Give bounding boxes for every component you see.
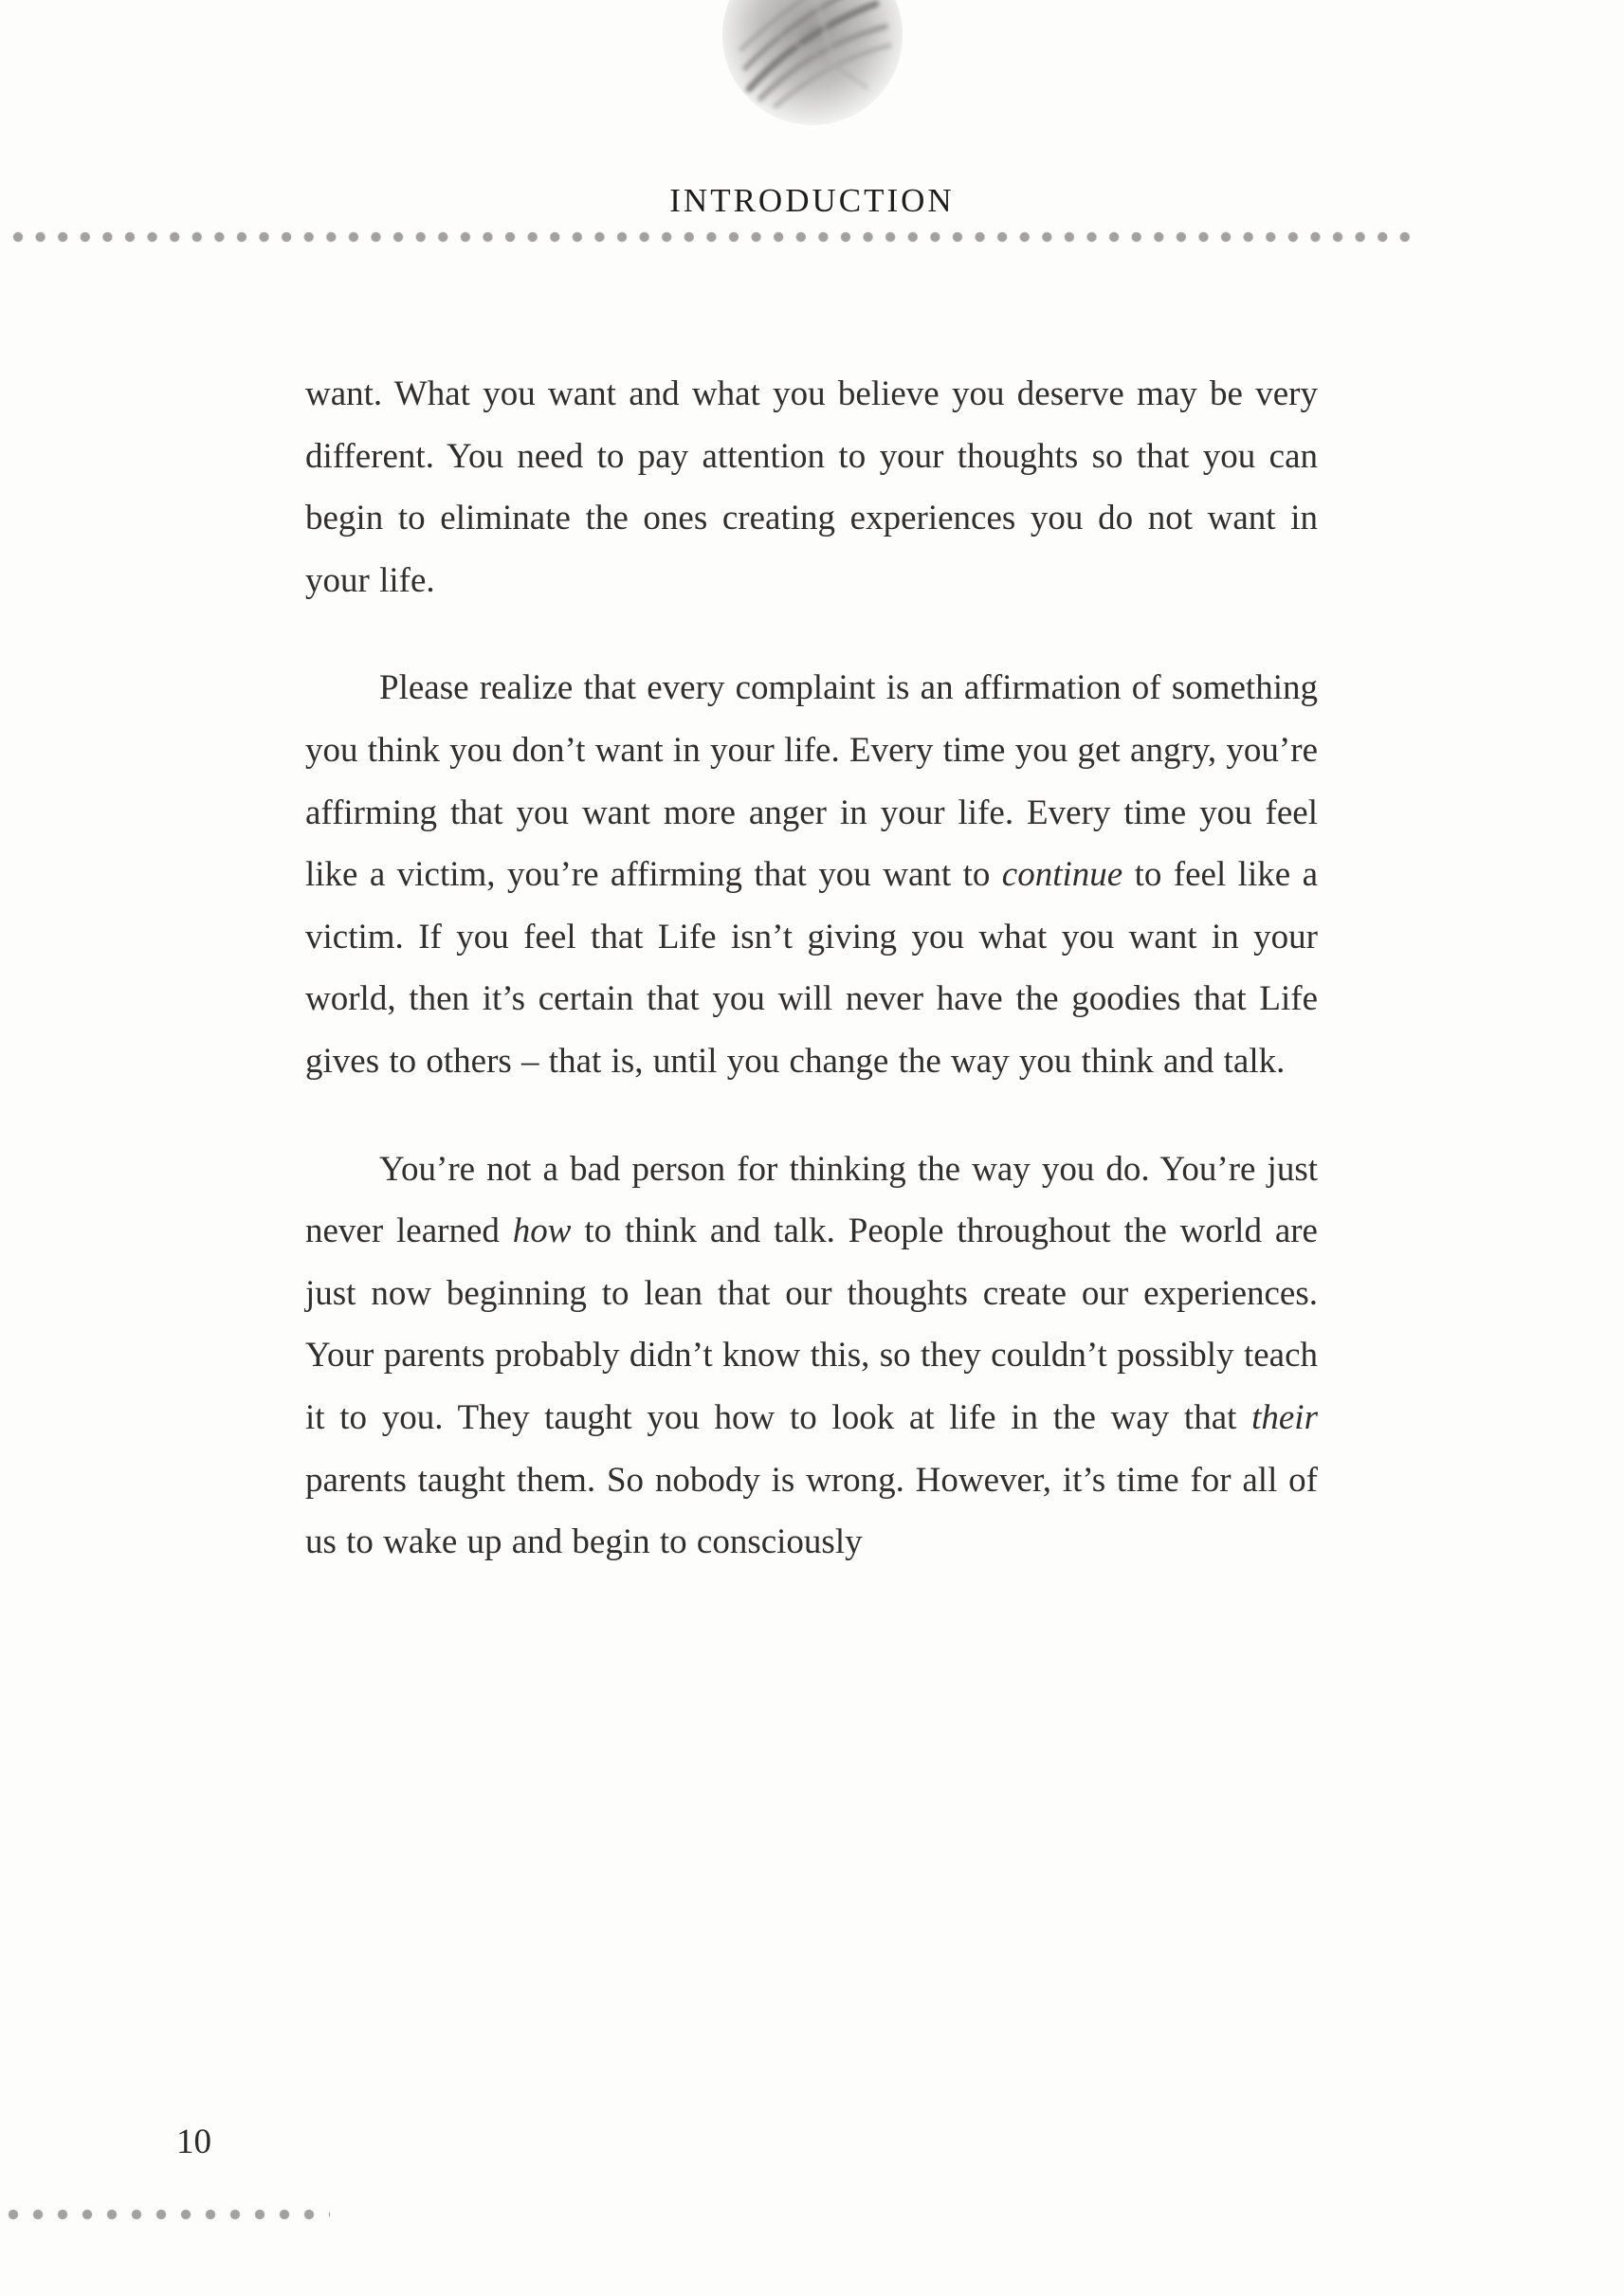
dotted-divider-bottom [8,2208,330,2221]
body-text [305,363,1318,1619]
chapter-heading: INTRODUCTION [669,182,955,219]
page-number: 10 [176,2123,211,2161]
feather-ornament-image [722,0,903,125]
dotted-divider-top [12,230,1421,244]
paragraph: Please realize that every complaint is an affirmation of something you think you don’t want in your life. Every time you get angry, you’re affirming that you want more anger in your life. Every time you feel like a victim, you’re affirming that you want to continue to feel like a victim. If you feel that Life isn’t giving you what you want in your world, then it’s certain that you will never have the goodies that Life gives to others – that is, until you change the way you think and talk. [305,668,1318,1081]
paragraph: You’re not a bad person for thinking the way you do. You’re just never learned how to think and talk. People throughout the world are just now beginning to lean that our thoughts create our experiences. Your parents probably didn’t know this, so they couldn’t possibly teach it to you. They taught you how to look at life in the way that their parents taught them. So nobody is wrong. However, it’s time for all of us to wake up and begin to consciously [305,1149,1318,1562]
paragraph: want. What you want and what you believe you deserve may be very different. You need to pay attention to your thoughts so that you can begin to eliminate the ones creating experiences you do not want in your life. [305,374,1318,600]
